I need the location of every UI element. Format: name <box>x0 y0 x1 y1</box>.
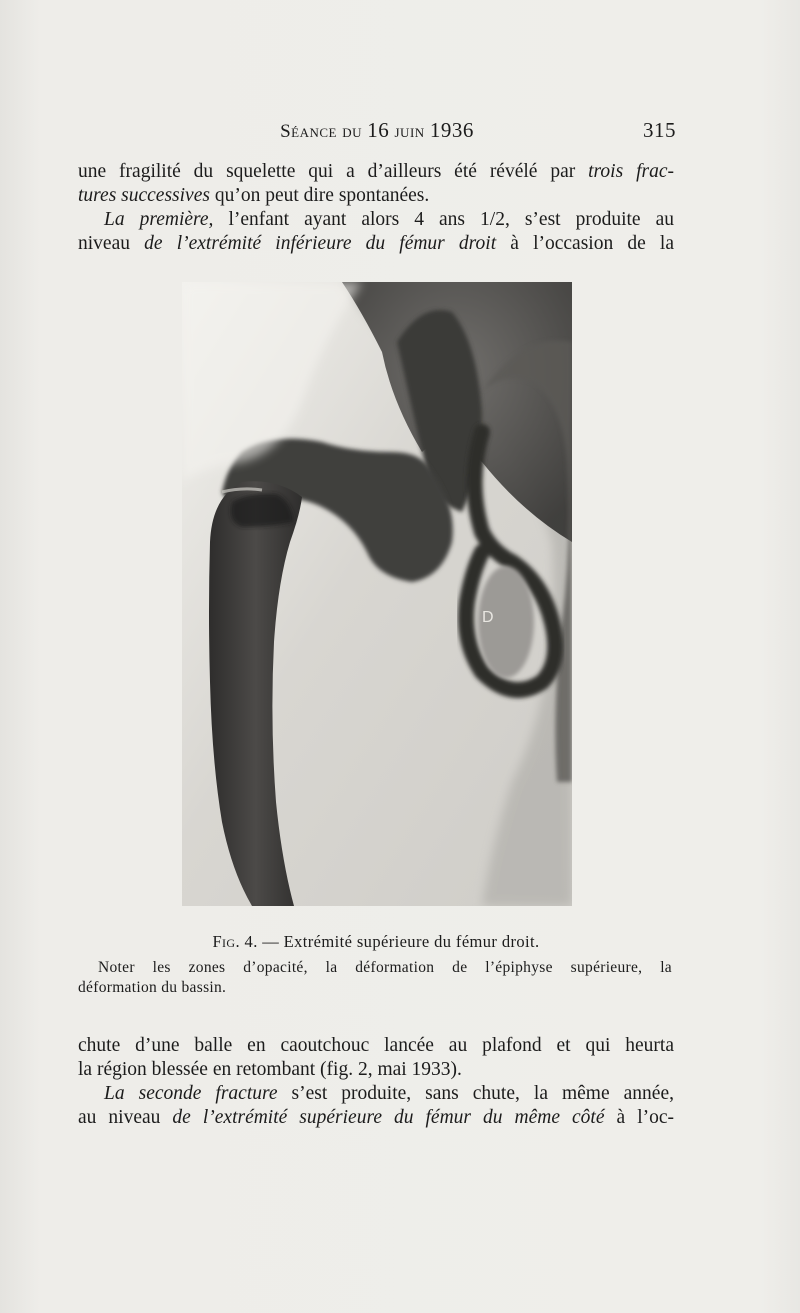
figure-label: Fig. 4. <box>212 932 258 951</box>
figure-caption-title <box>78 932 674 952</box>
running-title <box>78 118 676 143</box>
italic-text: de l’extrémité supérieure du fémur du même côté <box>172 1107 605 1128</box>
text-line <box>78 1106 674 1130</box>
italic-text: trois frac- <box>588 161 674 182</box>
page-number: 315 <box>643 118 676 142</box>
running-title-prefix: Séance du <box>280 121 362 142</box>
caption-note-line: déformation du bassin. <box>78 979 227 996</box>
radiograph-marker: D <box>482 609 494 626</box>
running-title-year: 1936 <box>429 118 474 142</box>
text-run: à l’occasion de la <box>496 233 674 254</box>
text-line <box>78 208 674 232</box>
caption-note-line: Noter les zones d’opacité, la déformation de l’épiphyse supérieure, la <box>98 959 672 976</box>
italic-text: La première, <box>104 209 214 230</box>
text-line <box>78 1082 674 1106</box>
running-title-day: 16 <box>367 118 390 142</box>
running-title-month: juin <box>394 121 425 142</box>
text-run: s’est produite, sans chute, la même année, <box>277 1083 674 1104</box>
italic-text: de l’extrémité inférieure du fémur droit <box>144 233 497 254</box>
paragraph-bottom <box>78 1034 674 1130</box>
text-run: au niveau <box>78 1107 173 1128</box>
figure-title: — Extrémité supérieure du fémur droit. <box>262 932 540 951</box>
text-run: chute d’une balle en caoutchouc lancée au plafond et qui heurta <box>78 1035 674 1056</box>
text-line <box>78 1058 674 1082</box>
radiograph-figure <box>182 282 572 906</box>
text-line <box>78 184 674 208</box>
paragraph-top <box>78 160 674 256</box>
text-run: une fragilité du squelette qui a d’ailleurs été révélé par <box>78 161 589 182</box>
text-run: qu’on peut dire spontanées. <box>209 185 430 206</box>
running-head <box>78 118 676 146</box>
text-run: l’enfant ayant alors 4 ans 1/2, s’est produite au <box>213 209 674 230</box>
text-line <box>78 232 674 256</box>
text-run: niveau <box>78 233 145 254</box>
italic-text: tures successives <box>78 185 210 206</box>
text-run: à l’oc- <box>604 1107 675 1128</box>
text-line <box>78 1034 674 1058</box>
radiograph-image <box>182 282 572 906</box>
italic-text: La seconde fracture <box>104 1083 278 1104</box>
text-run: la région blessée en retombant (fig. 2, mai 1933). <box>78 1059 462 1080</box>
figure-caption-note <box>78 958 672 998</box>
text-line <box>78 160 674 184</box>
